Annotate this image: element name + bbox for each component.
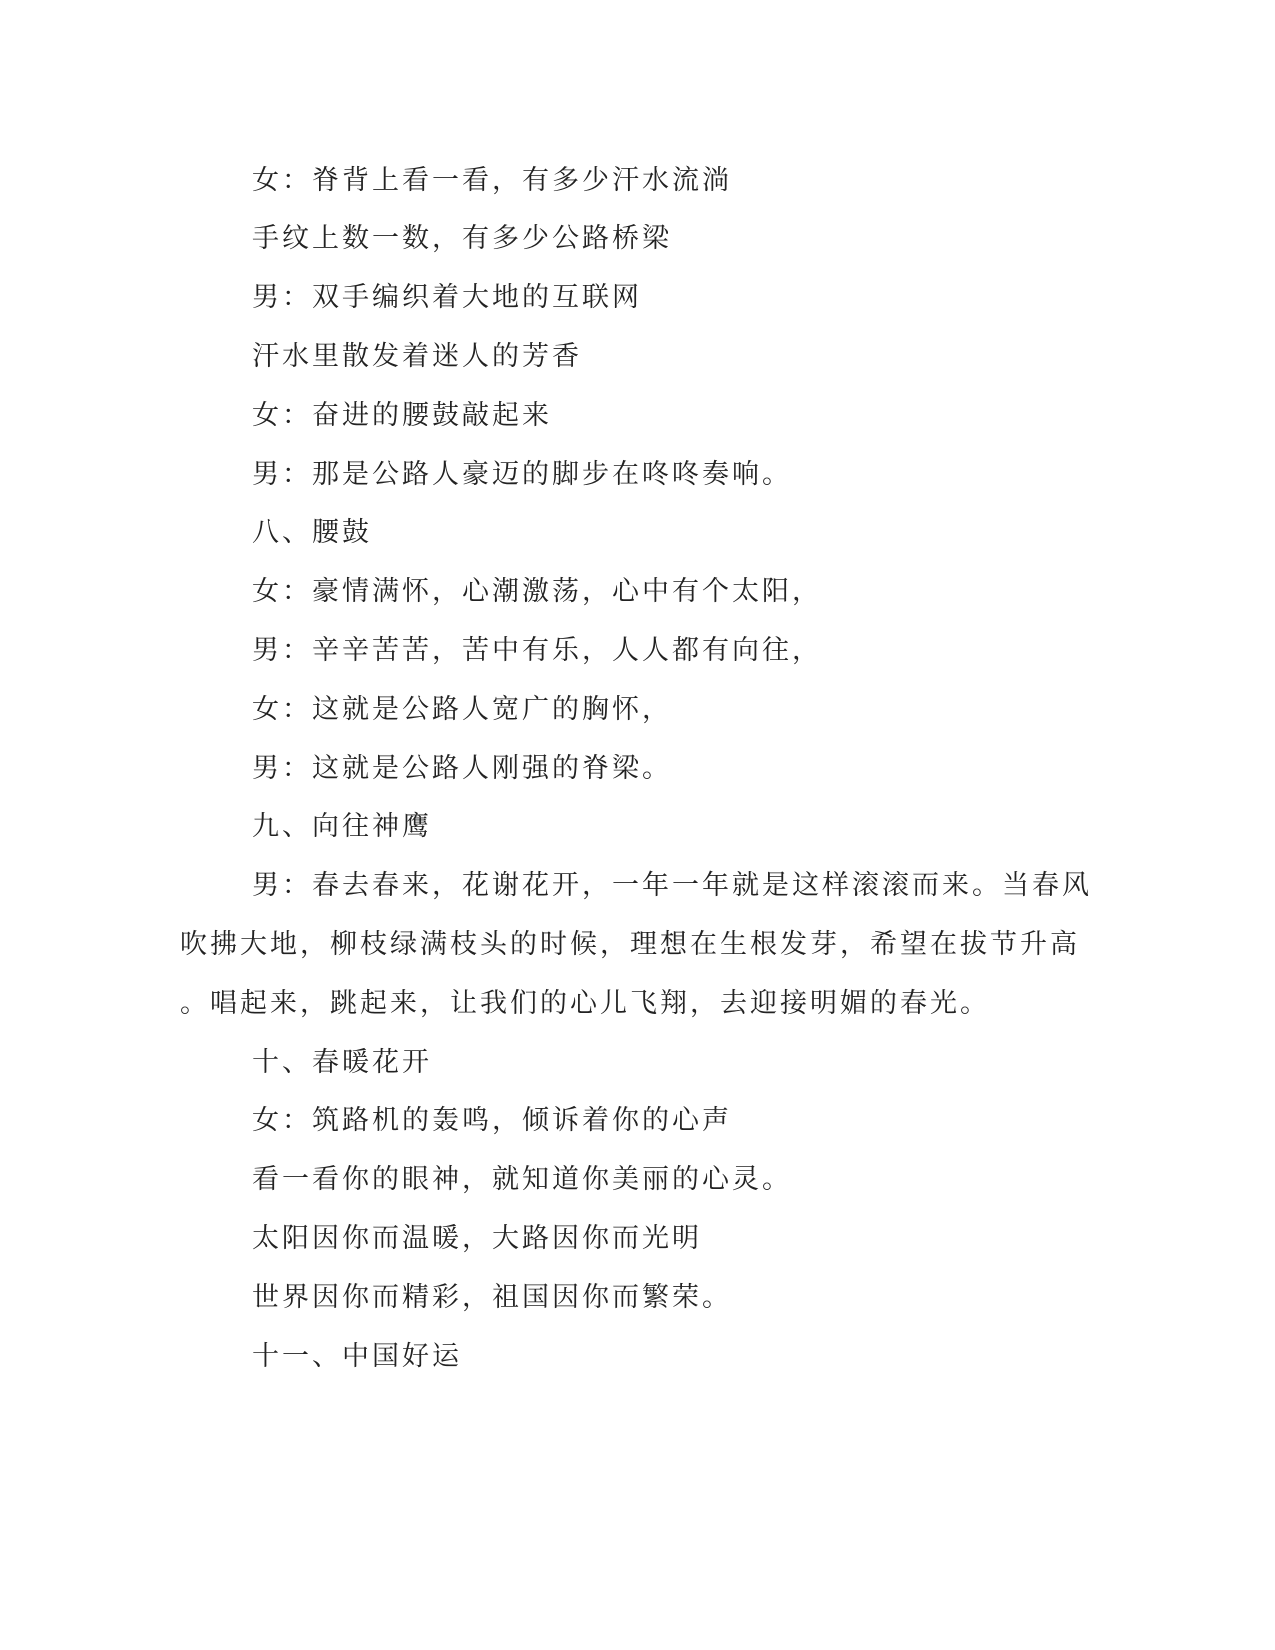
text-line: 女：这就是公路人宽广的胸怀， [252, 694, 672, 725]
section-heading: 十一、中国好运 [252, 1341, 462, 1372]
text-line: 男：双手编织着大地的互联网 [252, 282, 642, 313]
section-heading: 九、向往神鹰 [252, 811, 432, 842]
text-line: 女：豪情满怀，心潮激荡，心中有个太阳， [252, 576, 822, 607]
text-line: 男：辛辛苦苦，苦中有乐，人人都有向往， [252, 635, 822, 666]
section-heading: 八、腰鼓 [252, 517, 372, 548]
paragraph-line: 男：春去春来，花谢花开，一年一年就是这样滚滚而来。当春风 [252, 870, 1092, 901]
text-line: 汗水里散发着迷人的芳香 [252, 341, 582, 372]
text-line: 男：这就是公路人刚强的脊梁。 [252, 753, 672, 784]
section-heading: 十、春暖花开 [252, 1047, 432, 1078]
text-line: 男：那是公路人豪迈的脚步在咚咚奏响。 [252, 459, 792, 490]
paragraph-line: 。唱起来，跳起来，让我们的心儿飞翔，去迎接明媚的春光。 [180, 988, 990, 1019]
text-line: 女：筑路机的轰鸣，倾诉着你的心声 [252, 1105, 732, 1136]
text-line: 世界因你而精彩，祖国因你而繁荣。 [252, 1282, 732, 1313]
text-line: 手纹上数一数，有多少公路桥梁 [252, 223, 672, 254]
text-line: 女：脊背上看一看，有多少汗水流淌 [252, 165, 732, 196]
text-line: 女：奋进的腰鼓敲起来 [252, 400, 552, 431]
paragraph-line: 吹拂大地，柳枝绿满枝头的时候，理想在生根发芽，希望在拔节升高 [180, 929, 1080, 960]
text-line: 太阳因你而温暖，大路因你而光明 [252, 1223, 702, 1254]
text-line: 看一看你的眼神，就知道你美丽的心灵。 [252, 1164, 792, 1195]
